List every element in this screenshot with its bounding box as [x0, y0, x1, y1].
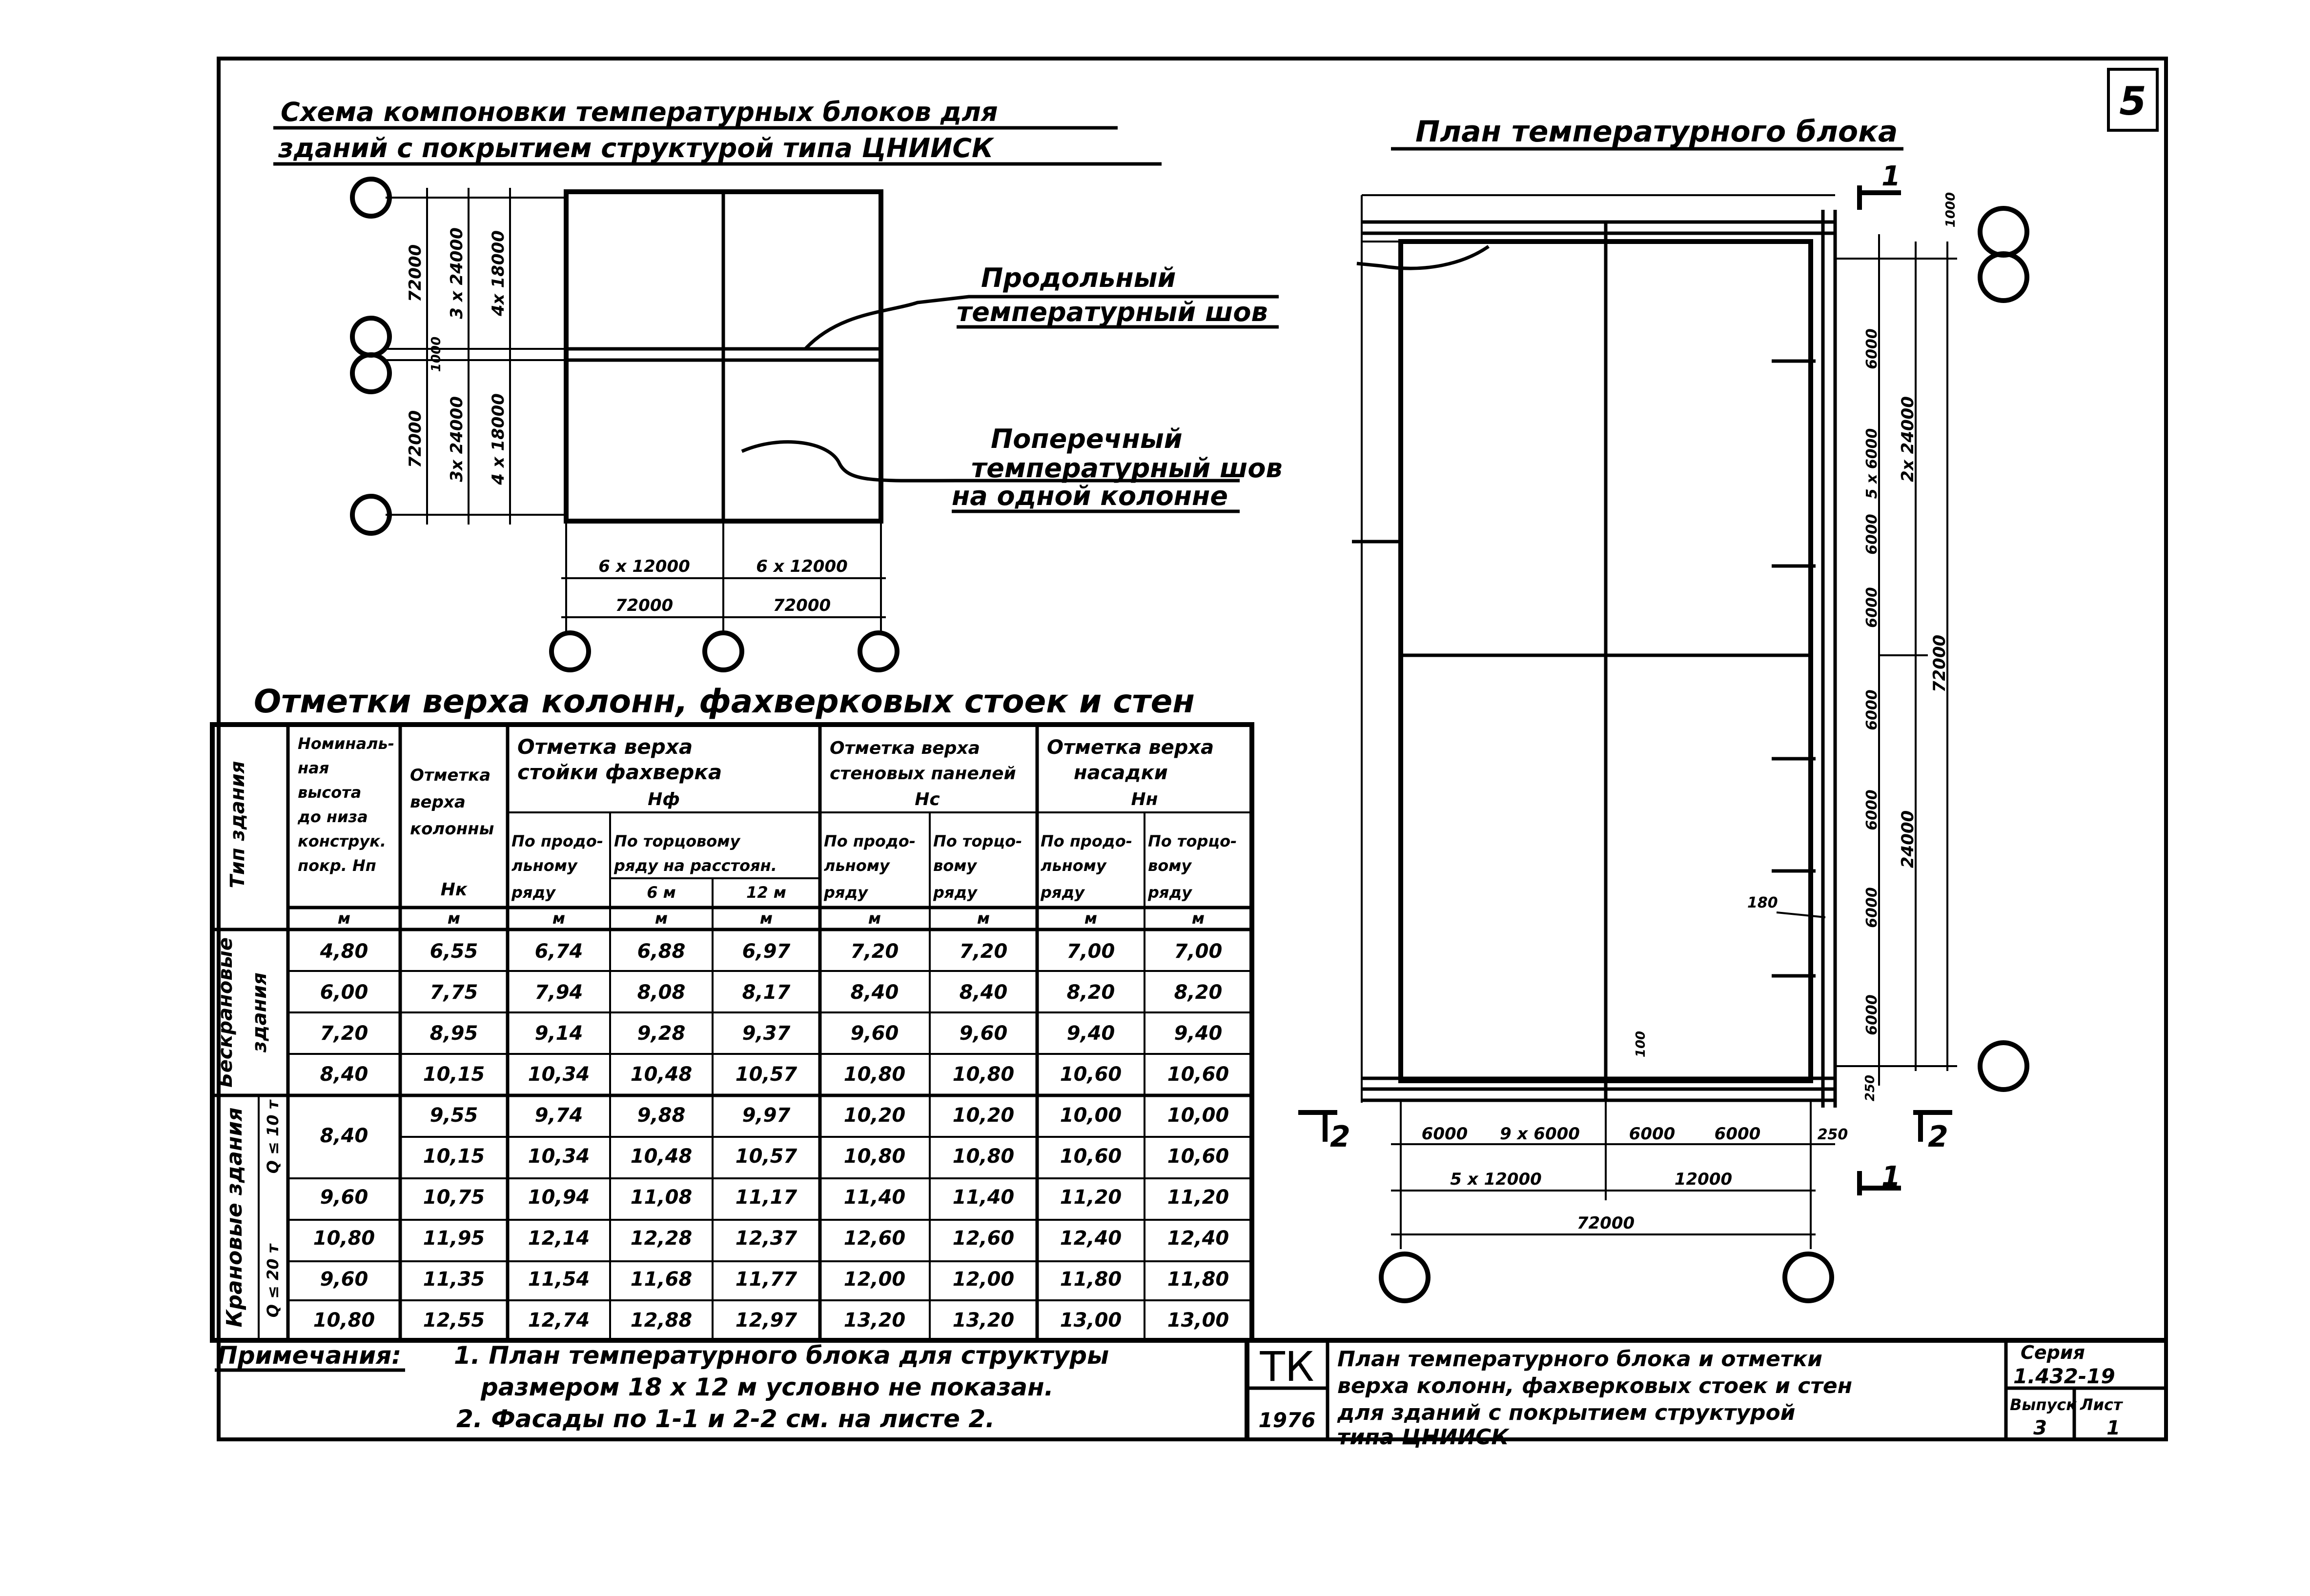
table-cell: 9,55: [429, 1104, 478, 1127]
dim-180: 180: [1747, 894, 1778, 911]
unit-cell: м: [337, 909, 351, 928]
bottom-dim-6000: 6000: [1421, 1124, 1468, 1144]
crane-capacity-1: Q ≤ 10 т: [264, 1100, 282, 1174]
table-cell: 12,55: [423, 1309, 485, 1332]
header-long-row: По продо-: [1041, 832, 1133, 850]
table-cell: 11,80: [1060, 1268, 1122, 1291]
header-column-top: колонны: [410, 819, 494, 839]
table-cell: 9,60: [959, 1022, 1008, 1045]
axis-marker: [352, 318, 389, 355]
table-cell: 10,80: [313, 1227, 375, 1250]
right-dim-24000: 24000: [1898, 810, 1918, 869]
table-cell: 12,00: [843, 1268, 906, 1291]
header-end-row: ряду: [933, 883, 978, 902]
header-column-top: верха: [410, 792, 466, 812]
sheet-number: 5: [2119, 79, 2146, 124]
right-dim-5x6000: 5 x 6000: [1863, 428, 1881, 499]
stamp-desc-1: План температурного блока и отметки: [1337, 1347, 1822, 1372]
stamp-org: ТК: [1260, 1343, 1314, 1391]
header-long-row: льному: [511, 856, 577, 875]
stamp-series-value: 1.432-19: [2013, 1364, 2115, 1388]
header-end-row-frame: ряду на расстоян.: [614, 856, 777, 875]
dim-3x24000-a: 3 x 24000: [447, 227, 467, 319]
scheme-title-line1: Схема компоновки температурных блоков для: [281, 97, 998, 127]
table-cell: 9,40: [1174, 1022, 1223, 1045]
title-block: [1247, 1340, 2166, 1450]
table-cell: 11,40: [952, 1186, 1015, 1209]
header-frame-top: Отметка верха: [517, 735, 693, 759]
table-cell: 7,94: [534, 981, 583, 1004]
header-end-row: По торцо-: [1148, 832, 1237, 850]
axis-marker: [1785, 1254, 1832, 1301]
axis-marker: [352, 179, 389, 216]
table-cell: 10,80: [313, 1309, 375, 1332]
right-dim-2x24000: 2x 24000: [1898, 396, 1918, 482]
unit-cell: м: [868, 909, 881, 928]
header-hk: Нк: [440, 880, 468, 900]
bottom-dim-12000: 12000: [1674, 1170, 1733, 1189]
table-cell: 10,15: [423, 1145, 485, 1168]
plan-title: План температурного блока: [1415, 115, 1898, 149]
dim-250-vert: 250: [1863, 1074, 1878, 1102]
table-cell: 11,08: [630, 1186, 693, 1209]
dim-3x24000-b: 3x 24000: [447, 396, 467, 482]
table-title: Отметки верха колонн, фахверковых стоек и стен: [254, 683, 1195, 720]
table-cell: 12,40: [1060, 1227, 1122, 1250]
dim-72000-c: 72000: [615, 596, 674, 615]
header-wall-top: стеновых панелей: [830, 764, 1016, 784]
dim-72000-a: 72000: [406, 244, 425, 303]
header-dist-6: 6 м: [647, 883, 676, 902]
header-long-row: По продо-: [824, 832, 916, 850]
unit-cell: м: [759, 909, 773, 928]
header-hn: Нн: [1131, 789, 1158, 809]
bottom-dim-6000: 6000: [1629, 1124, 1676, 1144]
dim-4x18000-a: 4x 18000: [489, 230, 508, 316]
notes-heading: Примечания:: [217, 1341, 402, 1370]
header-end-row: По торцо-: [933, 832, 1022, 850]
table-cell: 11,20: [1167, 1186, 1229, 1209]
table-cell: 10,80: [843, 1063, 906, 1086]
bottom-dim-72000: 72000: [1576, 1213, 1635, 1233]
table-cell: 7,75: [429, 981, 478, 1004]
stamp-desc-2: верха колонн, фахверковых стоек и стен: [1337, 1374, 1853, 1398]
table-cell: 12,14: [528, 1227, 590, 1250]
right-dim-6000: 6000: [1863, 328, 1881, 369]
header-hs: Нс: [915, 789, 940, 809]
table-cell: 6,88: [637, 940, 686, 963]
header-nominal: до низа: [298, 808, 368, 826]
group-craneless: здания: [248, 972, 271, 1052]
table-cell: 9,37: [742, 1022, 791, 1045]
table-cell: 11,80: [1167, 1268, 1229, 1291]
label-longitudinal-1: Продольный: [981, 263, 1176, 293]
stamp-issue-value: 3: [2033, 1417, 2047, 1439]
unit-cell: м: [1191, 909, 1205, 928]
table-cell: 10,80: [952, 1145, 1015, 1168]
table-cell: 10,57: [735, 1145, 797, 1168]
table-cell: 13,00: [1060, 1309, 1122, 1332]
table-cell: 11,54: [528, 1268, 590, 1291]
table-cell: 4,80: [320, 940, 368, 963]
table-cell: 6,00: [320, 981, 368, 1004]
label-longitudinal-2: температурный шов: [957, 297, 1268, 327]
table-cell: 10,60: [1060, 1145, 1122, 1168]
table-cell: 7,00: [1066, 940, 1115, 963]
table-cell: 10,57: [735, 1063, 797, 1086]
bottom-dim-5x12000: 5 x 12000: [1450, 1170, 1542, 1189]
label-transverse-2: температурный шов: [971, 453, 1283, 484]
right-dim-6000: 6000: [1863, 887, 1881, 928]
table-cell: 10,75: [423, 1186, 485, 1209]
table-cell: 9,74: [534, 1104, 583, 1127]
table-cell: 8,40: [320, 1063, 368, 1086]
table-cell: 10,60: [1167, 1063, 1229, 1086]
table-cell: 7,00: [1174, 940, 1223, 963]
table-cell: 8,08: [637, 981, 686, 1004]
axis-marker: [1381, 1254, 1428, 1301]
bottom-dim-6000: 6000: [1714, 1124, 1761, 1144]
axis-marker: [352, 496, 389, 533]
table-cell: 13,20: [952, 1309, 1015, 1332]
label-transverse-3: на одной колонне: [952, 481, 1228, 511]
header-long-row: ряду: [1041, 883, 1085, 902]
elevation-table: [212, 683, 1252, 1340]
header-long-row: льному: [1041, 856, 1106, 875]
axis-marker: [705, 633, 742, 670]
note-line-2: размером 18 x 12 м условно не показан.: [481, 1373, 1054, 1401]
header-nominal: высота: [298, 783, 362, 802]
header-building-type: Тип здания: [226, 761, 249, 889]
bottom-dim-250: 250: [1817, 1126, 1848, 1143]
table-cell: 12,37: [735, 1227, 797, 1250]
table-cell: 9,97: [742, 1104, 791, 1127]
unit-cell: м: [654, 909, 668, 928]
table-cell: 8,20: [1174, 981, 1223, 1004]
table-cell: 10,20: [843, 1104, 906, 1127]
dim-6x12000-b: 6 x 12000: [756, 557, 848, 576]
table-cell: 7,20: [320, 1022, 368, 1045]
table-cell: 11,95: [423, 1227, 485, 1250]
crane-capacity-2: Q ≤ 20 т: [264, 1244, 282, 1318]
group-crane: Крановые здания: [222, 1107, 247, 1328]
stamp-year: 1976: [1258, 1408, 1316, 1432]
section-mark-2-left: 2: [1330, 1120, 1350, 1154]
table-cell: 8,17: [742, 981, 791, 1004]
table-cell: 9,40: [1066, 1022, 1115, 1045]
unit-cell: м: [1084, 909, 1098, 928]
header-column-top: Отметка: [410, 766, 491, 785]
header-nominal: покр. Нп: [298, 856, 376, 875]
right-dim-6000: 6000: [1863, 587, 1881, 628]
table-cell: 13,00: [1167, 1309, 1229, 1332]
stamp-desc-3: для зданий с покрытием структурой: [1337, 1400, 1796, 1425]
section-mark-1-bottom: 1: [1881, 1161, 1901, 1192]
bottom-dim-9x6000: 9 x 6000: [1500, 1124, 1580, 1144]
table-cell: 8,95: [429, 1022, 478, 1045]
table-cell: 9,60: [320, 1268, 368, 1291]
table-cell: 6,74: [534, 940, 583, 963]
table-cell: 13,20: [843, 1309, 906, 1332]
units-row: [338, 909, 1205, 928]
header-long-row: льному: [824, 856, 890, 875]
axis-marker: [552, 633, 589, 670]
right-dim-6000: 6000: [1863, 689, 1881, 730]
table-cell: 10,00: [1167, 1104, 1229, 1127]
header-frame-top: стойки фахверка: [517, 760, 722, 784]
table-cell: 9,60: [850, 1022, 899, 1045]
layout-scheme: [273, 97, 1283, 670]
table-cell: 12,97: [735, 1309, 797, 1332]
header-dist-12: 12 м: [746, 883, 786, 902]
table-cell: 10,34: [528, 1063, 590, 1086]
header-end-row: вому: [933, 856, 977, 875]
section-mark-1-top: 1: [1881, 161, 1901, 192]
note-line-1: 1. План температурного блока для структуры: [454, 1341, 1109, 1370]
dim-100: 100: [1634, 1030, 1648, 1058]
scheme-title-line2: зданий с покрытием структурой типа ЦНИИСК: [278, 133, 994, 163]
dim-1000-top: 1000: [1943, 192, 1958, 228]
axis-marker: [1980, 254, 2027, 301]
header-hf: Нф: [648, 789, 680, 809]
table-cell: 7,20: [850, 940, 899, 963]
stamp-desc-4: типа ЦНИИСК: [1337, 1425, 1509, 1450]
notes: [215, 1341, 1109, 1433]
table-cell: 9,88: [637, 1104, 686, 1127]
table-cell: 10,60: [1167, 1145, 1229, 1168]
dim-6x12000-a: 6 x 12000: [598, 557, 690, 576]
table-cell: 12,28: [630, 1227, 693, 1250]
table-cell: 7,20: [959, 940, 1008, 963]
temperature-block-plan: [1298, 115, 2027, 1301]
right-dim-6000: 6000: [1863, 994, 1881, 1035]
table-cell: 12,40: [1167, 1227, 1229, 1250]
unit-cell: м: [552, 909, 566, 928]
right-dim-72000: 72000: [1930, 634, 1949, 693]
table-cell: 12,00: [952, 1268, 1015, 1291]
table-cell: 12,88: [630, 1309, 693, 1332]
table-cell: 6,97: [742, 940, 791, 963]
table-cell: 10,20: [952, 1104, 1015, 1127]
right-dim-6000: 6000: [1863, 789, 1881, 830]
table-cell: 12,60: [952, 1227, 1015, 1250]
note-line-3: 2. Фасады по 1-1 и 2-2 см. на листе 2.: [456, 1405, 995, 1433]
table-cell: 10,60: [1060, 1063, 1122, 1086]
table-cell: 10,15: [423, 1063, 485, 1086]
table-cell: 12,74: [528, 1309, 590, 1332]
label-transverse-1: Поперечный: [991, 424, 1183, 454]
right-dim-6000: 6000: [1863, 514, 1881, 555]
header-end-row-frame: По торцовому: [614, 832, 740, 850]
axis-marker: [1980, 1043, 2027, 1090]
table-cell: 10,48: [630, 1145, 693, 1168]
table-cell: 11,68: [630, 1268, 693, 1291]
header-wall-top: Отметка верха: [830, 738, 980, 758]
table-cell: 10,80: [952, 1063, 1015, 1086]
header-cap-top: насадки: [1074, 762, 1168, 784]
table-cell: 11,77: [735, 1268, 797, 1291]
dim-72000-b: 72000: [406, 410, 425, 468]
table-cell: 10,00: [1060, 1104, 1122, 1127]
header-long-row: По продо-: [511, 832, 604, 850]
stamp-sheet-value: 1: [2106, 1417, 2120, 1439]
axis-marker: [860, 633, 897, 670]
stamp-sheet-label: Лист: [2080, 1395, 2123, 1414]
dim-72000-d: 72000: [773, 596, 831, 615]
table-cell: 11,17: [735, 1186, 797, 1209]
header-nominal: конструк.: [298, 832, 386, 850]
table-cell: 9,60: [320, 1186, 368, 1209]
header-long-row: ряду: [824, 883, 868, 902]
section-mark-2-right: 2: [1928, 1120, 1948, 1154]
table-cell: 10,94: [528, 1186, 590, 1209]
table-cell: 8,20: [1066, 981, 1115, 1004]
header-cap-top: Отметка верха: [1047, 736, 1214, 759]
dim-4x18000-b: 4 x 18000: [489, 393, 508, 485]
dim-1000: 1000: [429, 336, 444, 372]
table-cell: 10,48: [630, 1063, 693, 1086]
header-end-row: вому: [1148, 856, 1192, 875]
unit-cell: м: [447, 909, 461, 928]
table-cell: 6,55: [429, 940, 478, 963]
table-cell: 12,60: [843, 1227, 906, 1250]
header-long-row: ряду: [511, 883, 556, 902]
table-cell: 10,80: [843, 1145, 906, 1168]
table-cell: 10,34: [528, 1145, 590, 1168]
stamp-issue-label: Выпуск: [2010, 1395, 2077, 1414]
group-craneless: Бескрановые: [214, 937, 237, 1088]
table-cell: 11,40: [843, 1186, 906, 1209]
header-nominal: Номиналь-: [298, 734, 394, 753]
header-end-row: ряду: [1148, 883, 1192, 902]
header-nominal: ная: [298, 759, 329, 777]
table-cell: 11,35: [423, 1268, 485, 1291]
table-cell: 8,40: [959, 981, 1008, 1004]
axis-marker: [352, 355, 389, 392]
axis-marker: [1980, 208, 2027, 255]
stamp-series-label: Серия: [2021, 1342, 2085, 1363]
table-cell: 8,40: [320, 1125, 368, 1147]
unit-cell: м: [977, 909, 990, 928]
table-cell: 9,28: [637, 1022, 686, 1045]
table-cell: 11,20: [1060, 1186, 1122, 1209]
table-cell: 8,40: [850, 981, 899, 1004]
table-cell: 9,14: [534, 1022, 583, 1045]
